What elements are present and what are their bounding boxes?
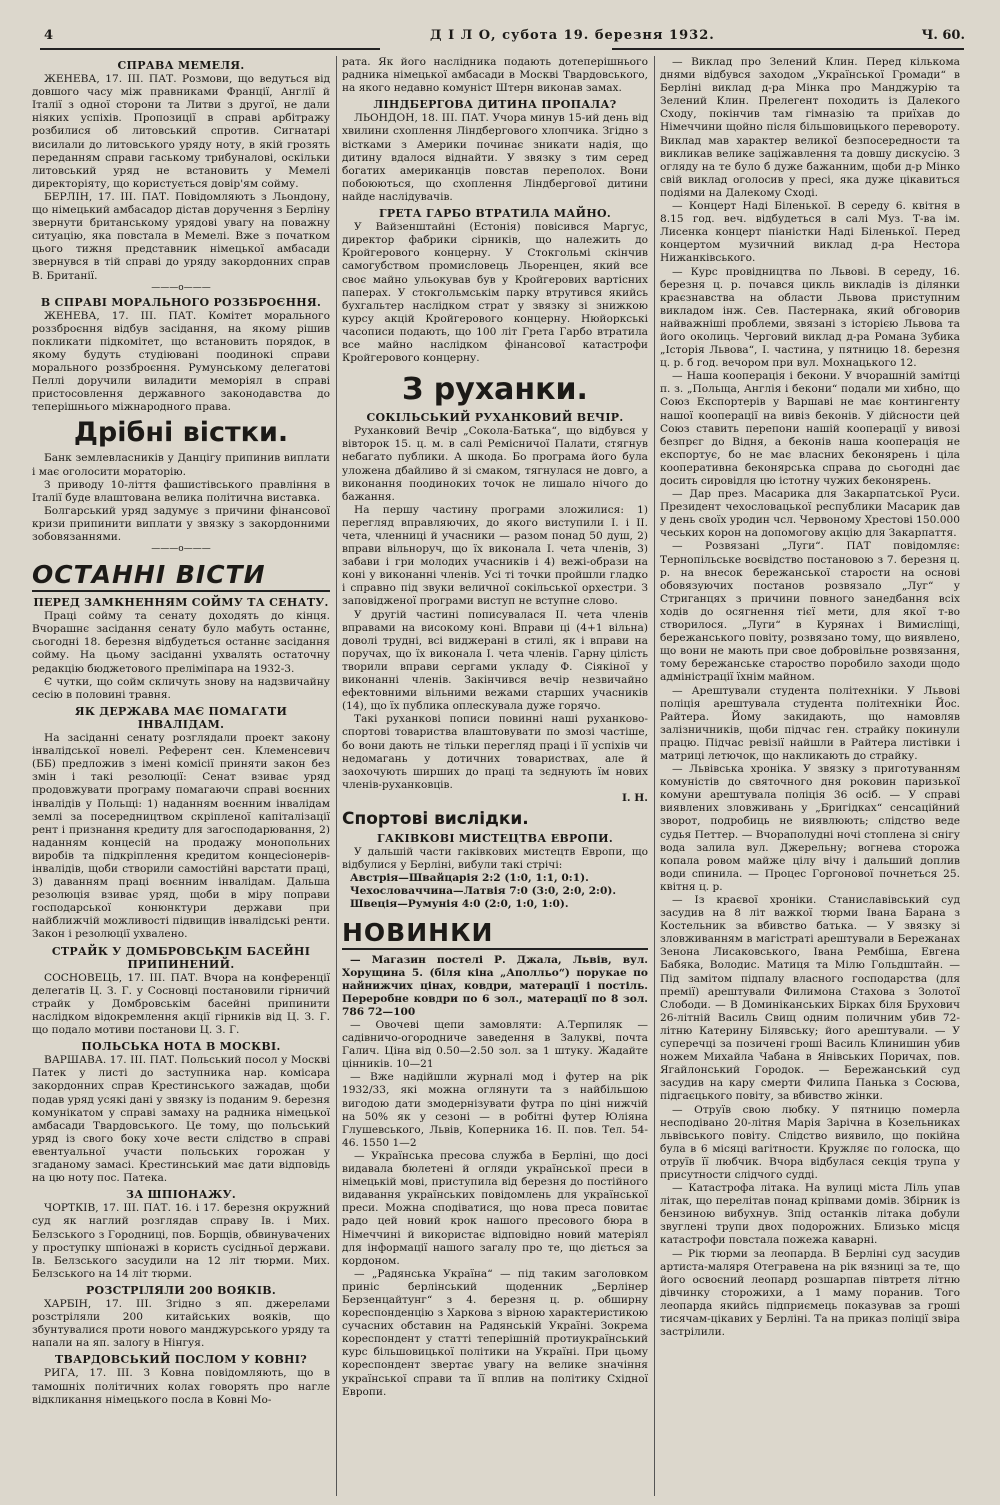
headline: ГРЕТА ГАРБО ВТРАТИЛА МАЙНО. bbox=[378, 207, 612, 221]
article-text: БЕРЛІН, 17. III. ПАТ. Повідомляють з Льондону, що німецький амбасадор дістав доручення з Берліну звернути британському урядові увагу на поважну ситуацію, яка повстала в Мемелі. Вже з початком цього тижня представник німецької амбасади звернувся в тій справі до уряду закордонних справ В. Британії. bbox=[32, 190, 330, 282]
column-2 bbox=[342, 56, 648, 1496]
match-result: Чехословаччина—Латвія 7:0 (3:0, 2:0, 2:0). bbox=[350, 885, 617, 898]
article-text: У дальшій части гаківкових мистецтв Европи, що відбулися у Берліні, вибули такі стрічі: bbox=[342, 846, 648, 872]
news-item: — Концерт Наді Біленької. В середу 6. квітня в 8.15 год. веч. відбудеться в салі Муз. Т-ва ім. Лисенка концерт піаністки Наді Біленької. Перед концертом музичний виклад д-ра Нестора Нижанківського. bbox=[660, 200, 960, 265]
news-item: — Наша кооперація і бекони. У вчорашній замітці п. з. „Польща, Англія і бекони“ подали ми хибно, що Союз Експортерів у Варшаві не має контингенту нашої кооперації на вивіз беконів. У дійсности цей Союз ставить перепони нашій кооперації у вивозі безпрєг до Відня, а беконів наша кооперація не експортує, бо не має власних беконярень і ціла кооперативна беконярська справа до сьогодні дає досить сировідля цю істотну чужих беконярень. bbox=[660, 370, 960, 487]
headline: СТРАЙК У ДОМБРОВСЬКІМ БАСЕЙНІ ПРИПИНЕНИЙ. bbox=[51, 944, 311, 971]
news-item: — Дар през. Масарика для Закарпатської Руси. Президент чехословацької республики Масарик дав у день своїх уродин чсл. Червоному Хрестові 150.000 чеських корон на допомогову акцію для Закарпаття. bbox=[660, 488, 960, 540]
page-number: 4 bbox=[44, 28, 54, 43]
article-text: РИГА, 17. III. З Ковна повідомляють, що в тамошніх політичних колах говорять про нагле відкликання німецького посла в Ковні Мо- bbox=[32, 1367, 330, 1406]
headline: РОЗСТРІЛЯЛИ 200 ВОЯКІВ. bbox=[85, 1283, 277, 1297]
article-text: Такі руханкові пописи повинні наші руханково-спортові товариства влаштовувати по змозі частіше, бо вони дають не тільки перегляд праці і її успіхів чи недомагань у дотичних товариствах, але й заохочують ширших до праці та зєднують їм нових членів-руханковців. bbox=[342, 713, 648, 791]
article-text: СОСНОВЕЦЬ, 17. III. ПАТ. Вчора на конференції делегатів Ц. З. Г. у Сосновці постановили гірничий страйк у Домбровськім басейні припинити наслідком відокремлення акції гірників від Ц. З. Г. що подало мотиви постанови Ц. З. Г. bbox=[32, 971, 330, 1037]
column-1 bbox=[32, 56, 330, 1496]
article-text: На засіданні сенату розглядали проект закону інвалідської новелі. Референт сен. Клеменсевич (ББ) предложив з імені комісії приняти закон без змін і такі резолюції: Сенат взиває уряд продовжувати програму помагаючи справі воєнних інвалідів у Польщі: 1) наданням воєнним інвалідам землі за посередництвом скріпленої капіталізації рент і признання кредиту для загосподарювання, 2) наданням концесій на продажу монопольних виробів та підкріплення кредитом концесіонерів-інвалідів, щоби створили самостійні варстати праці, 3) даванням праці воєнним інвалідам. Дальша резолюція взиває уряд, щоби в міру поправи господарської конюнктури держави при найближчій можливості підвищив інвалідські ренти. Закон і резолюції ухвалено. bbox=[32, 732, 330, 941]
headline: В СПРАВІ МОРАЛЬНОГО РОЗЗБРОЄННЯ. bbox=[40, 295, 322, 309]
section-banner: ОСТАННІ ВІСТИ bbox=[32, 560, 330, 592]
headline: ЛІНДБЕРГОВА ДИТИНА ПРОПАЛА? bbox=[373, 98, 617, 112]
advertisement: — Овочеві щепи замовляти: А.Терпиляк — садівничо-огородниче заведення в Залукві, почта Галич. Ціна від 0.50—2.50 зол. за 1 штуку. Жадайте цінників. 10—21 bbox=[342, 1019, 648, 1071]
section-title: Дрібні вістки. bbox=[73, 417, 289, 449]
article-text: Руханковий Вечір „Сокола-Батька“, що відбувся у вівторок 15. ц. м. в салі Ремісничої Палати, стягнув небагато публики. А шкода. Бо програма його була уложена дбайливо й зі смаком, тягнулася не довго, а виконання поодиноких точок не лишало нічого до бажання. bbox=[342, 425, 648, 503]
article-text: ВАРШАВА. 17. III. ПАТ. Польський посол у Москві Патек у листі до заступника нар. комісара закордонних справ Крестинського зажадав, щоби подав уряд усякі дані у звязку із поданим 9. березня комунікатом у справі замаху на радника німецької амбасади Твардовського. Це тому, що польський уряд із свого боку хоче вести слідство в справі евентуальної участи польських горожан у згаданому замасі. Крестинський має дати відповідь на цю ноту пос. Патека. bbox=[32, 1054, 330, 1185]
article-text: ЖЕНЕВА, 17. III. ПАТ. Комітет морального роззброєння відбув засідання, на якому рішив покликати підкомітет, що встановить порядок, в якому будуть студіювані поодинокі справи морального роззброєння. Румунському делегатові Пеллі доручили виладити меморіял в справі пристосовлення державного законодавства до теперішнього міжнародного права. bbox=[32, 309, 330, 414]
headline: ПОЛЬСЬКА НОТА В МОСКВІ. bbox=[81, 1040, 281, 1054]
article-text: Болгарський уряд задумує з причини фінансової кризи припинити виплати у звязку з закордонними зобовязаннями. bbox=[32, 504, 330, 543]
headline: СПРАВА МЕМЕЛЯ. bbox=[117, 59, 245, 72]
news-item: — Арештували студента політехніки. У Львові поліція арештувала студента політехніки Йос. Райтера. Йому закидають, що намовляв залізничників, щоби підчас ген. страйку покинули працю. Підчас ревізії найшли в Райтера листівки і матриці летючок, що накликають до страйку. bbox=[660, 684, 960, 762]
article-text: З приводу 10-ліття фашистівського правління в Італії буде влаштована велика політична виставка. bbox=[32, 478, 330, 504]
headline: ЗА ШПІОНАЖУ. bbox=[126, 1188, 236, 1202]
article-text: — „Радянська Україна“ — під таким заголовком приніс берлінський щоденник „Берлінер Берзенцайтунг“ з 4. березня ц. р. обширну кореспонденцію з Харкова з вірною характеристикою сучасних обставин на Радянській Україні. Зокрема кореспондент у статті теперішній протиукраїнський курс більшовицької політики на Україні. При цьому кореспондент звертає увагу на велике значіння української справи та її вплив на політику Східної Европи. bbox=[342, 1267, 648, 1398]
article-text: На першу частину програми зложилися: 1) перегляд вправляючих, до якого виступили І. і ІІ. чета, членниці й учасники — разом понад 50 душ, 2) вправи вільноруч, що їх виконала І. чета членів, 3) забави і гри молодих учасників і 4) вежі-образи на коні у виконанні членів. Усі ті точки пройшли гладко і справно під звуки величної сокільської орхестри. З заповідженої програми виступ не вступне слово. bbox=[342, 503, 648, 608]
section-banner: НОВИНКИ bbox=[342, 918, 648, 950]
article-text: рата. Як його наслідника подають дотеперішнього радника німецької амбасади в Москві Твардовського, на якого недавно комуніст Штерн виконав замах. bbox=[342, 56, 648, 95]
article-text: ЖЕНЕВА, 17. III. ПАТ. Розмови, що ведуться від довшого часу між правниками Франції, Англії й Італії з одної сторони та Литви з другої, не дали ніяких успіхів. Пропозиції в справі арбітражу розбилися об литовський спротив. Сигнатарі висилали до литовського уряду ноту, в якій грозять переданням справи гаському трибуналові, оскільки литовський уряд не встановить у Мемелі директоріяту, що користується довір'ям сойму. bbox=[32, 73, 330, 190]
news-item: — Курс провідництва по Львові. В середу, 16. березня ц. р. почався цикль викладів із ділянки краєзнавства на области Львова приступним викладом інж. Сев. Пастернака, який обговорив найважніші проблеми, звязані з історією Львова та його околиць. Черговий виклад д-ра Романа Зубика „Історія Львова“, І. частина, у пятницю 18. березня ц. р. б год. вечором при вул. Мохнацького 12. bbox=[660, 265, 960, 370]
header-rule-left bbox=[40, 48, 380, 50]
headline: ТВАРДОВСЬКИЙ ПОСЛОМ У КОВНІ? bbox=[55, 1353, 307, 1367]
news-item: — Із краєвої хроніки. Станиславівський суд засудив на 8 літ важкої тюрми Івана Барана з Костельник за вбивство батька. — У звязку зі зловживанням в магістраті арештували в Бережанах Зенона Лисаковського, Івана Рембіша, Евгена Бабяка, Володис. Матиця та Мілю Гольдштайн. — Під замітом підпалу власного господарства (для премії) арештували Филимона Стахова з Золотої Слободи. — В Доминіканських Бірках біля Брухович 26-літній Василь Свищ одним поличним убив 72-літню Катерину Білявську; його арештували. — У суперечці за позичені гроші Василь Клинишин убив ножем Михайла Чабана в Янівських Поричах, пов. Ягайлонський Городок. — Бережанський суд засудив на кару смерти Филипа Панька з Сосюва, підгаєцького повіту, за вбивство жінки. bbox=[660, 894, 960, 1103]
advertisement: — Магазин постелі Р. Джала, Львів, вул. Хорущина 5. (біля кіна „Аполльо“) порукае по найнижчих цінах, ковдри, матерації і постіль. Переробне ковдри по 6 зол., матерації по 8 зол. 786 72—100 bbox=[342, 953, 648, 1018]
article-text: ХАРБІН, 17. III. Згідно з яп. джерелами розстріляли 200 китайських вояків, що збунтувалися проти нового манджурського уряду та напали на яп. залогу в Нінгуя. bbox=[32, 1297, 330, 1350]
masthead-title: Д І Л О, субота 19. березня 1932. bbox=[430, 28, 715, 43]
masthead bbox=[30, 26, 965, 48]
column-3 bbox=[660, 56, 960, 1496]
advertisement: — Вже надійшли журналі мод і футер на рік 1932/33, які можна оглянути та з найбільшою вигодою дати змодернізувати футра по ціні нижчій на 50% як у сезоні — в робітні футер Юліяна Глушевського, Львів, Коперника 16. II. пов. Тел. 54-46. 1550 1—2 bbox=[342, 1071, 648, 1149]
section-title: Спортові вислідки. bbox=[342, 808, 529, 829]
news-item: — Розвязані „Луги“. ПАТ повідомляє: Тернопільське воєвідство постановою з 7. березня ц. р. на внесок бережанської старости на основі обовязуючих постанов розвязало „Луг“ у Стриганцях з причини повного занедбання всіх ходів до осягнення тієї мети, для якої т-во створилося. „Луги“ в Курянах і Вимисліщі, бережанського повіту, розвязано тому, що виявлено, що вони не мають при свое добровільне розвязання, тому бережанське староство поробило заходи щодо адміністрації їхнім майном. bbox=[660, 540, 960, 684]
match-result: Швеція—Румунія 4:0 (2:0, 1:0, 1:0). bbox=[350, 898, 569, 911]
news-item: — Катастрофа літака. На вулиці міста Ліль упав літак, що перелітав понад кріпвами домів. Збірник із бензиною вибухнув. Зпід останків літака добули звуглені трупи двох подорожних. Близько місця катастрофи повстала пожежа каварні. bbox=[660, 1182, 960, 1247]
article-text: У другій частині пописувалася ІІ. чета членів вправами на високому коні. Вправи ці (4+1 вільна) доволі трудні, всі виджерані в стилі, як і вправи на поручах, що їх виконала І. чета членів. Гарну цілість творили вправи сергами укладу Ф. Сіякіної у виконанні членів. Закінчився вечір незвичайно ефектовними вільними вежами старших учасників (14), що їх публика оплескувала дуже горячо. bbox=[342, 608, 648, 713]
separator: ———o——— bbox=[151, 282, 211, 293]
header-rule-right bbox=[612, 48, 964, 50]
article-text: ЛЬОНДОН, 18. III. ПАТ. Учора минув 15-ий день від хвилини схоплення Ліндбергового хлопчика. Згідно з вістками з Америки починає зникати надія, що дитину вдалося віднайти. У звязку з тим серед богатих американців повстав переполох. Вони побоюються, що схоплення Ліндбергової дитини найде наслідувачів. bbox=[342, 112, 648, 203]
article-text: У Вайзенштайні (Естонія) повісився Маргус, директор фабрики сірників, що належить до Кройгерового концерну. У Стокгольмі скінчив самогубством промисловець Льоренцен, який все своє майно ульокував був у Кройгерових вартісних паперах. У стокгольмськім парку втрутився якийсь бухгальтер наслідком страт у звязку зі знижкою курсу акцій Кройгерового концерну. Нюйоркські часописи подають, що 100 літ Грета Гарбо втратила все майно наслідком фінансової катастрофи Кройгерового концерну. bbox=[342, 221, 648, 365]
column-divider bbox=[654, 56, 655, 1496]
article-text: Праці сойму та сенату доходять до кінця. Вчорашнє засідання сенату було мабуть останнє, сьогодні 18. березня відбудеться останнє засідання сойму. На цьому засіданні ухвалять остаточну редакцію бюджетового преліміпара на 1932-3. bbox=[32, 610, 330, 675]
signature: І. Н. bbox=[621, 791, 648, 804]
match-result: Австрія—Швайцарія 2:2 (1:0, 1:1, 0:1). bbox=[350, 872, 589, 885]
news-item: — Рік тюрми за леопарда. В Берліні суд засудив артиста-маляря Отегравена на рік вязниці за те, що його освоєний леопард розшарпав півтретя літню дівчинку сторожихи, а 1 маму поранив. Того леопарда якийсь підприємець показував за гроші тисячам-цікавих у Берліні. Та на приказ поліції звіра застрілили. bbox=[660, 1247, 960, 1339]
headline: ЯК ДЕРЖАВА МАЄ ПОМАГАТИ ІНВАЛІДАМ. bbox=[74, 704, 288, 731]
headline: СОКІЛЬСЬКИЙ РУХАНКОВИЙ ВЕЧІР. bbox=[366, 411, 624, 425]
news-item: — Отруїв свою любку. У пятницю померла несподівано 20-літня Марія Зарічна в Козельниках львівського повіту. Слідство виявило, що покійна була в 6 місяці вагітности. Кружляє по голоска, що отруїв її любчик. Вчора відбулася секція трупа у присутности слідчого судді. bbox=[660, 1103, 960, 1181]
column-divider bbox=[336, 56, 337, 1496]
news-item: — Львівська хроніка. У звязку з приготуванням комуністів до святочного дня роковин паризької комуни арештувала поліція 36 осіб. — У справі виявлених зловживань у „Бригідках“ сенсаційний зворот, подробиць не виявлюють; слідство веде судья Петтер. — Вчораполудні ночі стоплена зі снігу вода залила вул. Джерельну; вогнева сторожа копала ровом майже цілу вічу і дальший доплив води спинила. — Процес Горгонової почнеться 25. квітня ц. р. bbox=[660, 763, 960, 893]
article-text: Є чутки, що сойм скличуть знову на надзвичайну сесію в половині травня. bbox=[32, 675, 330, 701]
article-text: Банк землевласників у Данцігу припинив виплати і має оголосити мораторію. bbox=[32, 452, 330, 478]
article-text: ЧОРТКІВ, 17. III. ПАТ. 16. і 17. березня окружний суд як наглий розглядав справу Ів. і Мих. Белзського з Городниці, пов. Борщів, обвинувачених у проступку шпіонажі в користь сусідньої держави. Ів. Белзського засудили на 12 літ тюрми. Мих. Белзського на 14 літ тюрми. bbox=[32, 1202, 330, 1280]
article-text: — Українська пресова служба в Берліні, що досі видавала бюлетені й огляди української преси в німецькій мові, приступила від березня до постійного видавання українських повідомлень для української преси. Можна сподіватися, що нова преса повитає радо цей новий крок нашого пресового бюра в Німеччині й використає відповідно новий матеріял для інформації нашого загалу про те, що діється за кордоном. bbox=[342, 1149, 648, 1267]
issue-number: Ч. 60. bbox=[921, 28, 965, 43]
news-item: — Виклад про Зелений Клин. Перед кількома днями відбувся заходом „Української Громади“ в Берліні виклад д-ра Мінка про Манджурію та Зелений Клин. Прелегент походить із Далекого Сходу, покінчив там гімназію та приїхав до Німеччини щойно після більшовицького перевороту. Виклад мав характер великої безпосередности та викликав велике заціжавлення та довшу дискусію. З огляду на те було б дуже бажанним, щоби д-р Мінко свій виклад оголосив у пресі, яка дуже цікавиться подіями на Далекому Сході. bbox=[660, 56, 960, 199]
headline: ПЕРЕД ЗАМКНЕННЯМ СОЙМУ ТА СЕНАТУ. bbox=[33, 596, 329, 610]
section-title: З руханки. bbox=[402, 372, 588, 408]
separator: ———o——— bbox=[151, 544, 211, 555]
headline: ГАКІВКОВІ МИСТЕЦТВА ЕВРОПИ. bbox=[377, 831, 613, 845]
